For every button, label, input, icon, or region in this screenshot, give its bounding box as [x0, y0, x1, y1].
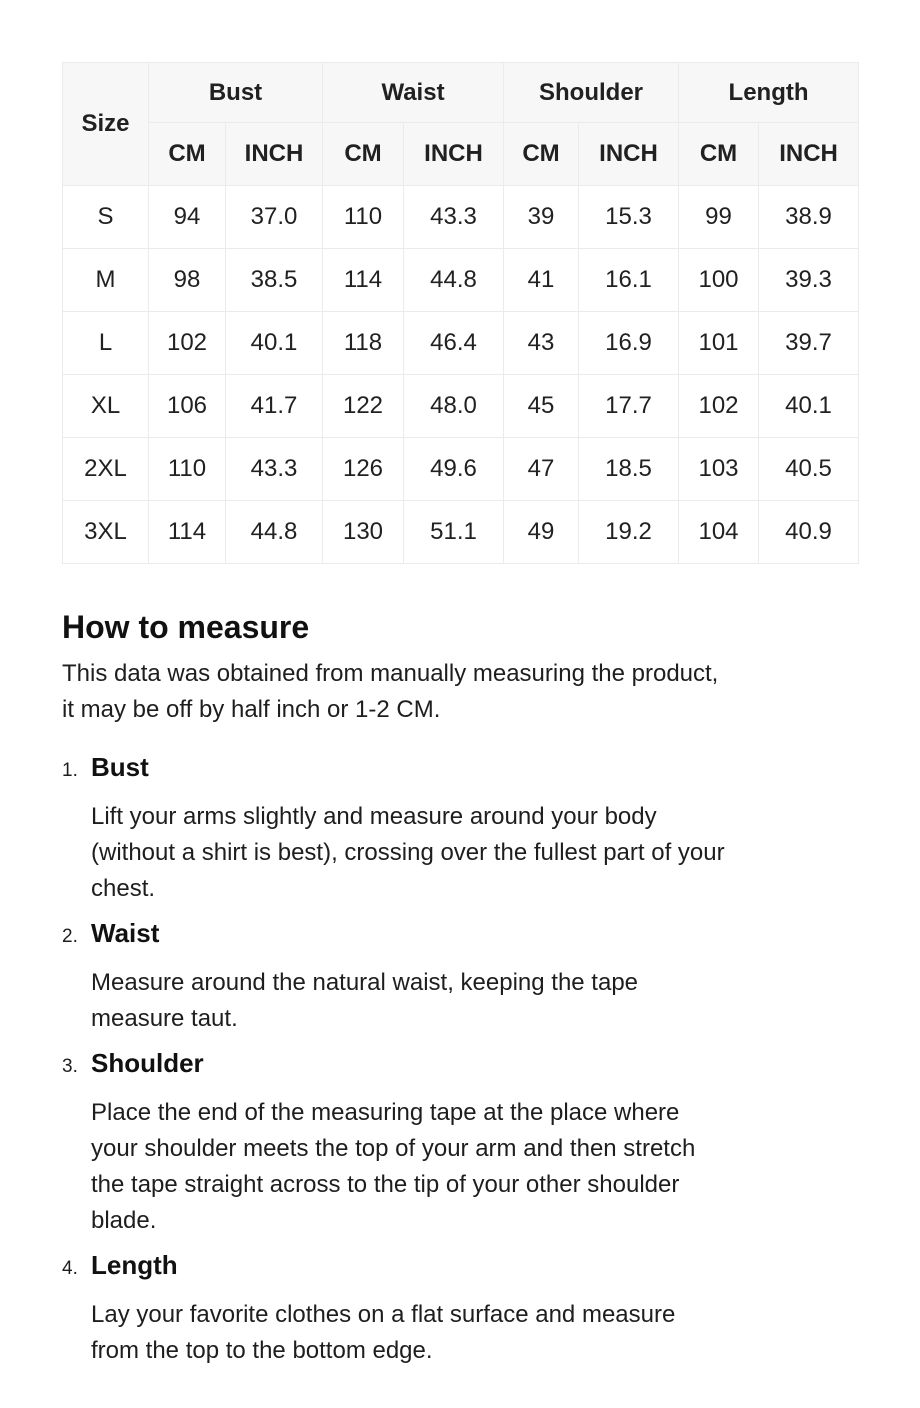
value-cell: 18.5 — [579, 438, 679, 501]
size-cell: L — [63, 312, 149, 375]
size-cell: 2XL — [63, 438, 149, 501]
table-row-3xl — [63, 501, 859, 564]
size-cell: S — [63, 186, 149, 249]
value-cell: 99 — [679, 186, 759, 249]
value-cell: 17.7 — [579, 375, 679, 438]
value-cell: 37.0 — [226, 186, 323, 249]
step-title: Length — [91, 1250, 178, 1280]
value-cell: 114 — [149, 501, 226, 564]
value-cell: 38.5 — [226, 249, 323, 312]
step-number: 1. — [62, 760, 78, 781]
intro-line: it may be off by half inch or 1-2 CM. — [62, 696, 441, 723]
step-heading — [62, 915, 858, 955]
value-cell: 43.3 — [226, 438, 323, 501]
unit-header-inch: INCH — [759, 123, 859, 186]
unit-header-inch: INCH — [404, 123, 504, 186]
table-row-2xl — [63, 438, 859, 501]
size-chart-table — [62, 62, 859, 564]
value-cell: 46.4 — [404, 312, 504, 375]
size-column-header: Size — [63, 63, 149, 186]
step-description — [91, 799, 858, 907]
value-cell: 103 — [679, 438, 759, 501]
intro-line: This data was obtained from manually measuring the product, — [62, 660, 719, 687]
value-cell: 48.0 — [404, 375, 504, 438]
measure-step-bust — [62, 749, 858, 907]
value-cell: 44.8 — [226, 501, 323, 564]
value-cell: 126 — [323, 438, 404, 501]
desc-line: chest. — [91, 875, 156, 902]
value-cell: 40.1 — [226, 312, 323, 375]
desc-line: Place the end of the measuring tape at the place where — [91, 1099, 680, 1126]
value-cell: 102 — [679, 375, 759, 438]
value-cell: 15.3 — [579, 186, 679, 249]
size-cell: 3XL — [63, 501, 149, 564]
size-cell: M — [63, 249, 149, 312]
group-header-waist: Waist — [323, 63, 504, 123]
step-heading — [62, 749, 858, 789]
step-description — [91, 1297, 858, 1369]
step-title: Waist — [91, 918, 160, 948]
value-cell: 38.9 — [759, 186, 859, 249]
measure-steps-list — [62, 749, 858, 1369]
value-cell: 104 — [679, 501, 759, 564]
value-cell: 94 — [149, 186, 226, 249]
value-cell: 41.7 — [226, 375, 323, 438]
unit-header-cm: CM — [323, 123, 404, 186]
step-title: Shoulder — [91, 1048, 204, 1078]
value-cell: 49 — [504, 501, 579, 564]
table-group-header-row — [63, 63, 859, 123]
unit-header-inch: INCH — [226, 123, 323, 186]
value-cell: 51.1 — [404, 501, 504, 564]
value-cell: 118 — [323, 312, 404, 375]
desc-line: the tape straight across to the tip of your other shoulder — [91, 1171, 680, 1198]
how-to-measure-section — [62, 608, 858, 1369]
table-row-l — [63, 312, 859, 375]
value-cell: 49.6 — [404, 438, 504, 501]
group-header-shoulder: Shoulder — [504, 63, 679, 123]
table-row-s — [63, 186, 859, 249]
value-cell: 16.1 — [579, 249, 679, 312]
value-cell: 101 — [679, 312, 759, 375]
value-cell: 44.8 — [404, 249, 504, 312]
value-cell: 39.3 — [759, 249, 859, 312]
step-number: 4. — [62, 1258, 78, 1279]
value-cell: 39 — [504, 186, 579, 249]
value-cell: 100 — [679, 249, 759, 312]
unit-header-cm: CM — [149, 123, 226, 186]
step-description — [91, 965, 858, 1037]
step-heading — [62, 1045, 858, 1085]
value-cell: 19.2 — [579, 501, 679, 564]
measure-step-length — [62, 1247, 858, 1369]
size-cell: XL — [63, 375, 149, 438]
value-cell: 130 — [323, 501, 404, 564]
desc-line: blade. — [91, 1207, 157, 1234]
value-cell: 122 — [323, 375, 404, 438]
value-cell: 110 — [323, 186, 404, 249]
step-number: 2. — [62, 926, 78, 947]
table-row-xl — [63, 375, 859, 438]
table-row-m — [63, 249, 859, 312]
value-cell: 41 — [504, 249, 579, 312]
how-to-measure-heading: How to measure — [62, 609, 310, 645]
value-cell: 43 — [504, 312, 579, 375]
unit-header-inch: INCH — [579, 123, 679, 186]
step-heading — [62, 1247, 858, 1287]
value-cell: 43.3 — [404, 186, 504, 249]
group-header-length: Length — [679, 63, 859, 123]
desc-line: (without a shirt is best), crossing over the fullest part of your — [91, 839, 725, 866]
value-cell: 98 — [149, 249, 226, 312]
desc-line: measure taut. — [91, 1005, 238, 1032]
desc-line: Lay your favorite clothes on a flat surface and measure — [91, 1301, 676, 1328]
table-unit-header-row — [63, 123, 859, 186]
group-header-bust: Bust — [149, 63, 323, 123]
value-cell: 110 — [149, 438, 226, 501]
desc-line: your shoulder meets the top of your arm and then stretch — [91, 1135, 696, 1162]
step-description — [91, 1095, 858, 1239]
value-cell: 114 — [323, 249, 404, 312]
value-cell: 40.5 — [759, 438, 859, 501]
desc-line: Lift your arms slightly and measure around your body — [91, 803, 657, 830]
unit-header-cm: CM — [679, 123, 759, 186]
measure-step-waist — [62, 915, 858, 1037]
value-cell: 39.7 — [759, 312, 859, 375]
step-number: 3. — [62, 1056, 78, 1077]
intro-text — [62, 656, 858, 728]
step-title: Bust — [91, 752, 149, 782]
desc-line: from the top to the bottom edge. — [91, 1337, 433, 1364]
value-cell: 45 — [504, 375, 579, 438]
value-cell: 106 — [149, 375, 226, 438]
value-cell: 102 — [149, 312, 226, 375]
value-cell: 40.9 — [759, 501, 859, 564]
value-cell: 16.9 — [579, 312, 679, 375]
unit-header-cm: CM — [504, 123, 579, 186]
value-cell: 47 — [504, 438, 579, 501]
value-cell: 40.1 — [759, 375, 859, 438]
measure-step-shoulder — [62, 1045, 858, 1239]
desc-line: Measure around the natural waist, keeping the tape — [91, 969, 639, 996]
